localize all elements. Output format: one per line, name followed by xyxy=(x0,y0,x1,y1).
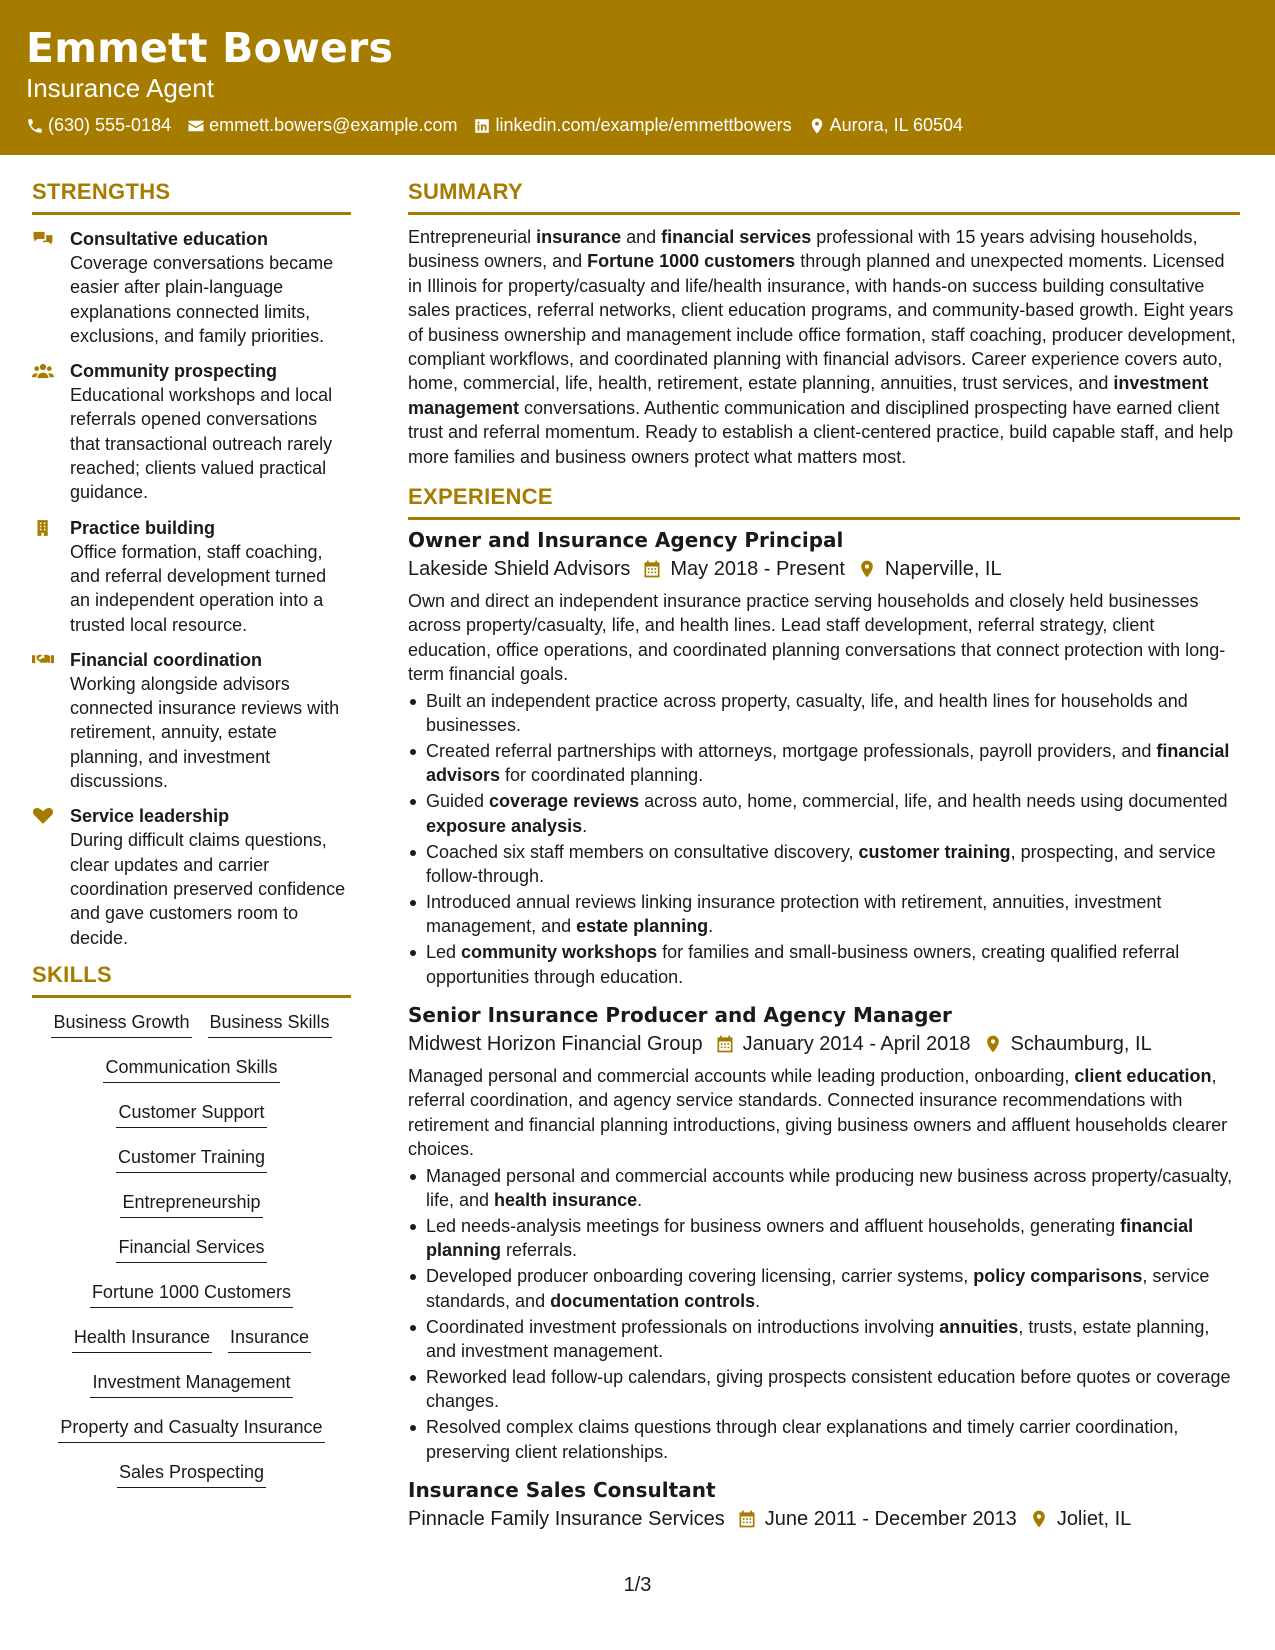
strength-title: Practice building xyxy=(70,517,216,538)
company-name: Midwest Horizon Financial Group xyxy=(408,1033,703,1056)
strengths-list xyxy=(32,227,351,950)
candidate-name: Emmett Bowers xyxy=(26,24,394,72)
skill-tag: Fortune 1000 Customers xyxy=(90,1276,293,1308)
text-run: Managed personal and commercial accounts while leading production, onboarding, xyxy=(408,1066,1075,1087)
job-entry xyxy=(408,1001,1240,1464)
text-run: through planned and unexpected moments. Licensed in Illinois for property/casualty and life/health insurance, with hands-on success building consultative sales practices, referral networks, client education programs, and community-based growth. Eight years of business ownership and management include office formation, staff coaching, producer development, compliant workflows, and coordinated planning with financial advisors. Career experience covers auto, home, commercial, life, health, retirement, estate planning, annuities, trust services, and xyxy=(408,251,1236,394)
map-pin-icon xyxy=(1029,1509,1049,1529)
calendar-icon xyxy=(642,559,662,579)
job-location: Schaumburg, IL xyxy=(1010,1033,1152,1056)
phone-icon xyxy=(26,117,44,135)
contact-phone[interactable] xyxy=(26,115,171,136)
text-run: . xyxy=(708,916,714,937)
text-run: . xyxy=(637,1190,643,1211)
strength-body xyxy=(70,648,351,793)
text-run: professional with 15 years advising households, business owners, and xyxy=(408,227,1198,272)
strength-item xyxy=(32,227,351,348)
job-dates: May 2018 - Present xyxy=(670,558,845,581)
job-meta xyxy=(408,1029,1240,1059)
bullet-item xyxy=(408,1164,1240,1213)
job-meta xyxy=(408,554,1240,584)
text-run: Resolved complex claims questions through clear explanations and timely carrier coordination, preserving client relationships. xyxy=(426,1417,1179,1462)
map-pin-icon xyxy=(983,1034,1003,1054)
skill-tag: Financial Services xyxy=(116,1231,266,1263)
bold-keyword: community workshops xyxy=(461,942,658,963)
job-bullets xyxy=(408,689,1240,989)
text-run: Created referral partnerships with attorneys, mortgage professionals, payroll providers, and xyxy=(426,741,1157,761)
job-bullets xyxy=(408,1164,1240,1464)
text-run: Led xyxy=(426,942,462,963)
summary-text xyxy=(408,225,1240,469)
bold-keyword: documentation controls xyxy=(550,1290,756,1311)
bullet-item xyxy=(408,890,1240,939)
location-text: Aurora, IL 60504 xyxy=(829,115,964,135)
job-location: Joliet, IL xyxy=(1056,1508,1132,1531)
skill-tag: Entrepreneurship xyxy=(120,1186,262,1218)
strength-title: Service leadership xyxy=(70,806,230,827)
contact-linkedin[interactable] xyxy=(473,115,791,136)
skill-tag: Investment Management xyxy=(90,1366,292,1398)
job-location: Naperville, IL xyxy=(884,558,1002,581)
skill-row xyxy=(32,1321,351,1366)
text-run: Own and direct an independent insurance practice serving households and closely held businesses across property/casualty, life, and health lines. Lead staff development, referral strategy, client education, office operations, and coordinated planning conversations that connect protection with long-term financial goals. xyxy=(408,591,1226,685)
skill-row xyxy=(32,1096,351,1141)
skill-row xyxy=(32,1141,351,1186)
resume-header xyxy=(0,0,1275,155)
job-description xyxy=(408,1064,1240,1162)
bullet-item xyxy=(408,1365,1240,1414)
bullet-item xyxy=(408,789,1240,838)
bold-keyword: investment management xyxy=(408,373,1209,418)
strength-item xyxy=(32,359,351,504)
job-title: Senior Insurance Producer and Agency Manager xyxy=(408,1003,952,1028)
skill-row xyxy=(32,1051,351,1096)
strength-body xyxy=(70,804,351,949)
strength-body xyxy=(70,359,351,504)
contact-location xyxy=(808,115,963,136)
strength-item xyxy=(32,648,351,793)
candidate-title: Insurance Agent xyxy=(26,73,214,103)
bold-keyword: annuities xyxy=(939,1316,1019,1337)
envelope-icon xyxy=(187,117,205,135)
text-run: and xyxy=(621,227,662,247)
strength-title: Financial coordination xyxy=(70,649,263,670)
strengths-heading: STRENGTHS xyxy=(32,178,351,215)
users-icon xyxy=(32,359,70,504)
skill-row xyxy=(32,1231,351,1276)
left-column xyxy=(32,178,351,1501)
bold-keyword: policy comparisons xyxy=(973,1266,1143,1287)
text-run: referrals. xyxy=(501,1240,578,1261)
linkedin-text: linkedin.com/example/emmettbowers xyxy=(495,115,792,135)
text-run: conversations. Authentic communication and disciplined prospecting have earned client trust and referral momentum. Ready to establish a client-centered practice, build capable staff, and help more families and business owners protect what matters most. xyxy=(408,397,1234,467)
bullet-item xyxy=(408,1315,1240,1364)
skill-tag: Property and Casualty Insurance xyxy=(58,1411,324,1443)
handshake-icon xyxy=(32,648,70,793)
strength-description: Office formation, staff coaching, and referral development turned an independent operation into a trusted local resource. xyxy=(70,541,327,635)
text-run: , service standards, and xyxy=(426,1266,1210,1311)
text-run: . xyxy=(582,815,588,836)
contact-email[interactable] xyxy=(187,115,457,136)
text-run: Reworked lead follow-up calendars, giving prospects consistent education before quotes or coverage changes. xyxy=(426,1366,1231,1412)
bullet-item xyxy=(408,940,1240,989)
bullet-item xyxy=(408,840,1240,889)
bold-keyword: exposure analysis xyxy=(426,815,583,836)
skill-tag: Health Insurance xyxy=(72,1321,212,1353)
skills-list xyxy=(32,1006,351,1501)
bold-keyword: financial planning xyxy=(426,1216,1194,1261)
text-run: Coached six staff members on consultative discovery, xyxy=(426,841,859,862)
text-run: , prospecting, and service follow-through. xyxy=(426,841,1216,887)
experience-heading: EXPERIENCE xyxy=(408,483,1240,520)
skill-row xyxy=(32,1366,351,1411)
strength-description: Working alongside advisors connected insurance reviews with retirement, annuity, estate planning, and investment discussions. xyxy=(70,673,340,792)
bold-keyword: client education xyxy=(1074,1066,1212,1087)
text-run: Guided xyxy=(426,791,490,812)
job-title: Insurance Sales Consultant xyxy=(408,1478,716,1503)
bullet-item xyxy=(408,1264,1240,1313)
bold-keyword: financial advisors xyxy=(426,741,1230,786)
strength-body xyxy=(70,516,351,637)
skill-tag: Business Growth xyxy=(51,1006,191,1038)
job-title: Owner and Insurance Agency Principal xyxy=(408,528,844,553)
company-name: Lakeside Shield Advisors xyxy=(408,558,631,581)
map-pin-icon xyxy=(808,117,826,135)
building-icon xyxy=(32,516,70,637)
company-name: Pinnacle Family Insurance Services xyxy=(408,1508,725,1531)
text-run: Developed producer onboarding covering licensing, carrier systems, xyxy=(426,1266,974,1287)
calendar-icon xyxy=(737,1509,757,1529)
map-pin-icon xyxy=(857,559,877,579)
skill-tag: Communication Skills xyxy=(103,1051,279,1083)
skills-heading: SKILLS xyxy=(32,961,351,998)
text-run: Introduced annual reviews linking insurance protection with retirement, annuities, investment management, and xyxy=(426,891,1162,937)
page-number: 1/3 xyxy=(623,1574,652,1596)
strength-item xyxy=(32,804,351,949)
bold-keyword: customer training xyxy=(858,841,1011,862)
phone-text: (630) 555-0184 xyxy=(48,115,172,135)
contact-bar xyxy=(26,115,1249,136)
skill-row xyxy=(32,1456,351,1501)
bold-keyword: coverage reviews xyxy=(489,791,640,812)
job-meta xyxy=(408,1504,1240,1534)
text-run: for families and small-business owners, creating qualified referral opportunities through education. xyxy=(426,942,1180,987)
strength-body xyxy=(70,227,351,348)
text-run: . xyxy=(755,1290,761,1311)
text-run: Coordinated investment professionals on introductions involving xyxy=(426,1316,940,1337)
text-run: for coordinated planning. xyxy=(500,765,704,786)
jobs-list xyxy=(408,526,1240,1534)
email-text: emmett.bowers@example.com xyxy=(209,115,458,135)
text-run: across auto, home, commercial, life, and health needs using documented xyxy=(639,791,1228,812)
bold-keyword: financial services xyxy=(661,227,812,247)
text-run: Led needs-analysis meetings for business owners and affluent households, generating xyxy=(426,1216,1121,1236)
text-run: Entrepreneurial xyxy=(408,227,537,247)
job-entry xyxy=(408,526,1240,989)
strength-item xyxy=(32,516,351,637)
strength-description: During difficult claims questions, clear updates and carrier coordination preserved confidence and gave customers room to decide. xyxy=(70,830,346,948)
skill-tag: Insurance xyxy=(228,1321,311,1353)
right-column xyxy=(408,178,1240,1534)
text-run: , trusts, estate planning, and investment management. xyxy=(426,1316,1210,1362)
bold-keyword: health insurance xyxy=(494,1190,638,1211)
bullet-item xyxy=(408,1214,1240,1263)
skill-tag: Customer Training xyxy=(116,1141,267,1173)
skill-row xyxy=(32,1411,351,1456)
calendar-icon xyxy=(715,1034,735,1054)
skill-row xyxy=(32,1006,351,1051)
summary-heading: SUMMARY xyxy=(408,178,1240,215)
bullet-item xyxy=(408,739,1240,788)
skill-row xyxy=(32,1276,351,1321)
bold-keyword: estate planning xyxy=(576,916,709,937)
skill-tag: Business Skills xyxy=(208,1006,332,1038)
job-entry xyxy=(408,1476,1240,1534)
skill-row xyxy=(32,1186,351,1231)
heart-icon xyxy=(32,804,70,949)
skill-tag: Sales Prospecting xyxy=(117,1456,266,1488)
job-description xyxy=(408,589,1240,687)
strength-description: Educational workshops and local referrals opened conversations that transactional outreach rarely reached; clients valued practical guidance. xyxy=(70,385,333,503)
bullet-item xyxy=(408,1415,1240,1464)
text-run: , referral coordination, and agency service standards. Connected insurance recommendations with retirement and financial planning introductions, giving business owners and affluent households clearer choices. xyxy=(408,1066,1228,1160)
bullet-item xyxy=(408,689,1240,738)
strength-description: Coverage conversations became easier after plain-language explanations connected limits, exclusions, and family priorities. xyxy=(70,253,334,346)
bold-keyword: insurance xyxy=(536,227,622,247)
bold-keyword: Fortune 1000 customers xyxy=(587,251,796,272)
linkedin-icon xyxy=(473,117,491,135)
strength-title: Consultative education xyxy=(70,229,269,249)
job-dates: June 2011 - December 2013 xyxy=(764,1508,1017,1531)
comments-icon xyxy=(32,227,70,348)
skill-tag: Customer Support xyxy=(116,1096,266,1128)
text-run: Built an independent practice across property, casualty, life, and health lines for households and businesses. xyxy=(426,690,1188,736)
strength-title: Community prospecting xyxy=(70,361,278,382)
job-dates: January 2014 - April 2018 xyxy=(742,1033,971,1056)
text-run: Managed personal and commercial accounts while producing new business across property/casualty, life, and xyxy=(426,1165,1233,1211)
